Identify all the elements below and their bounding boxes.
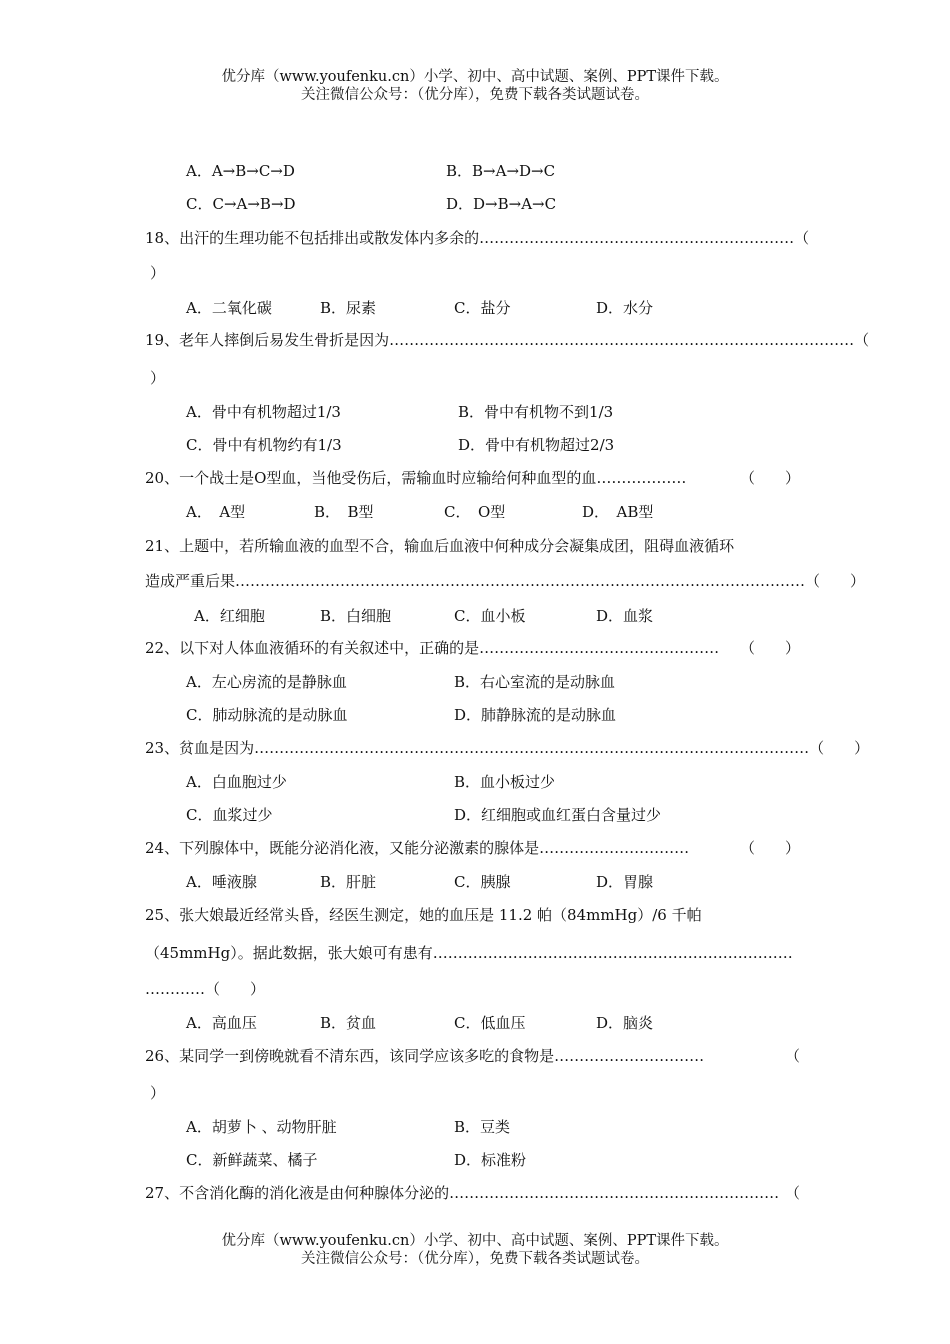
q17-option-b: B．B→A→D→C: [446, 162, 556, 180]
q19-answer-paren-close: ）: [150, 369, 166, 387]
q22-answer-paren: （ ）: [739, 639, 800, 657]
q24-option-a: A．唾液腺: [186, 873, 257, 891]
q22-option-a: A．左心房流的是静脉血: [186, 673, 347, 691]
q21-stem-line-2: [145, 571, 866, 591]
q20-option-a: A． A型: [186, 503, 246, 521]
q24-answer-paren: （ ）: [739, 839, 800, 857]
q21-option-b: B．白细胞: [320, 607, 392, 625]
q19-answer-paren-open: （: [854, 331, 870, 349]
q19-option-d: D．骨中有机物超过2/3: [458, 436, 615, 454]
page-header: [0, 68, 950, 104]
q19-option-a: A．骨中有机物超过1/3: [186, 403, 341, 421]
q23-answer-paren: （ ）: [809, 739, 870, 757]
q26-answer-paren-open: （: [784, 1047, 800, 1065]
q22-option-c: C．肺动脉流的是动脉血: [186, 706, 348, 724]
q18-option-c: C．盐分: [454, 299, 511, 317]
q27-stem: 27、不含消化酶的消化液是由何种腺体分泌的…………………………………………………………: [145, 1184, 780, 1202]
q26-answer-paren-close: ）: [150, 1084, 166, 1102]
q20-answer-paren: （ ）: [739, 469, 800, 487]
q20-option-d: D． AB型: [582, 503, 654, 521]
q25-stem-line-3: …………（ ）: [145, 980, 266, 998]
q18-option-a: A．二氧化碳: [186, 299, 272, 317]
q18-stem: 18、出汗的生理功能不包括排出或散发体内多余的………………………………………………………: [145, 229, 795, 247]
q18-option-b: B．尿素: [320, 299, 377, 317]
q25-option-a: A．高血压: [186, 1014, 257, 1032]
header-line-2: 关注微信公众号：（优分库），免费下载各类试题试卷。: [301, 87, 649, 103]
q18-answer-paren-open: （: [794, 229, 810, 247]
q21-stem-line-1: 21、上题中，若所输血液的血型不合，输血后血液中何种成分会凝集成团，阻碍血液循环: [145, 537, 735, 555]
q18-stem-line: [145, 228, 810, 248]
q26-stem-line: [145, 1046, 800, 1066]
q24-option-c: C．胰腺: [454, 873, 511, 891]
header-line-1: 优分库（www.youfenku.cn）小学、初中、高中试题、案例、PPT课件下载。: [221, 69, 729, 85]
q23-option-d: D．红细胞或血红蛋白含量过少: [454, 806, 662, 824]
q21-option-a: A．红细胞: [194, 607, 265, 625]
q21-option-c: C．血小板: [454, 607, 526, 625]
q26-option-a: A．胡萝卜 、动物肝脏: [186, 1118, 337, 1136]
footer-line-2: 关注微信公众号：（优分库），免费下载各类试题试卷。: [301, 1251, 649, 1267]
q24-stem-line: [145, 838, 800, 858]
q26-option-b: B．豆类: [454, 1118, 511, 1136]
q17-option-d: D．D→B→A→C: [446, 195, 557, 213]
q24-option-b: B．肝脏: [320, 873, 377, 891]
q21-answer-paren: （ ）: [805, 572, 866, 590]
q25-stem-line-2: （45mmHg）。据此数据，张大娘可有患有………………………………………………………………: [145, 944, 793, 962]
q23-option-b: B．血小板过少: [454, 773, 556, 791]
q25-stem-line-1: 25、张大娘最近经常头昏，经医生测定，她的血压是 11.2 帕（84mmHg）/6 千帕: [145, 906, 702, 924]
q26-stem: 26、某同学一到傍晚就看不清东西，该同学应该多吃的食物是…………………………: [145, 1047, 705, 1065]
q18-option-d: D．水分: [596, 299, 654, 317]
q19-stem-line: [145, 330, 870, 350]
q17-option-c: C．C→A→B→D: [186, 195, 296, 213]
q22-option-b: B．右心室流的是动脉血: [454, 673, 616, 691]
q25-option-c: C．低血压: [454, 1014, 526, 1032]
q27-stem-line: [145, 1183, 800, 1203]
q19-stem: 19、老年人摔倒后易发生骨折是因为…………………………………………………………………………………: [145, 331, 855, 349]
q23-option-a: A．白血胞过少: [186, 773, 287, 791]
q20-option-b: B． B型: [314, 503, 374, 521]
q19-option-c: C．骨中有机物约有1/3: [186, 436, 342, 454]
q27-answer-paren-open: （: [784, 1184, 800, 1202]
q22-stem-line: [145, 638, 800, 658]
q26-option-c: C．新鲜蔬菜、橘子: [186, 1151, 318, 1169]
q24-stem: 24、下列腺体中，既能分泌消化液，又能分泌激素的腺体是…………………………: [145, 839, 690, 857]
q24-option-d: D．胃腺: [596, 873, 654, 891]
q21-option-d: D．血浆: [596, 607, 654, 625]
q26-option-d: D．标准粉: [454, 1151, 527, 1169]
q25-option-d: D．脑炎: [596, 1014, 654, 1032]
q20-stem: 20、一个战士是O型血，当他受伤后，需输血时应输给何种血型的血………………: [145, 469, 687, 487]
q22-stem: 22、以下对人体血液循环的有关叙述中，正确的是…………………………………………: [145, 639, 720, 657]
page-footer: [0, 1232, 950, 1268]
q20-stem-line: [145, 468, 800, 488]
q18-answer-paren-close: ）: [150, 264, 166, 282]
q17-option-a: A．A→B→C→D: [186, 162, 295, 180]
q22-option-d: D．肺静脉流的是动脉血: [454, 706, 617, 724]
q19-option-b: B．骨中有机物不到1/3: [458, 403, 614, 421]
footer-line-1: 优分库（www.youfenku.cn）小学、初中、高中试题、案例、PPT课件下载。: [221, 1233, 729, 1249]
q23-stem: 23、贫血是因为…………………………………………………………………………………………………: [145, 739, 810, 757]
q25-option-b: B．贫血: [320, 1014, 377, 1032]
q20-option-c: C． O型: [444, 503, 506, 521]
q23-option-c: C．血浆过少: [186, 806, 273, 824]
q23-stem-line: [145, 738, 870, 758]
q21-stem-2: 造成严重后果……………………………………………………………………………………………………: [145, 572, 806, 590]
